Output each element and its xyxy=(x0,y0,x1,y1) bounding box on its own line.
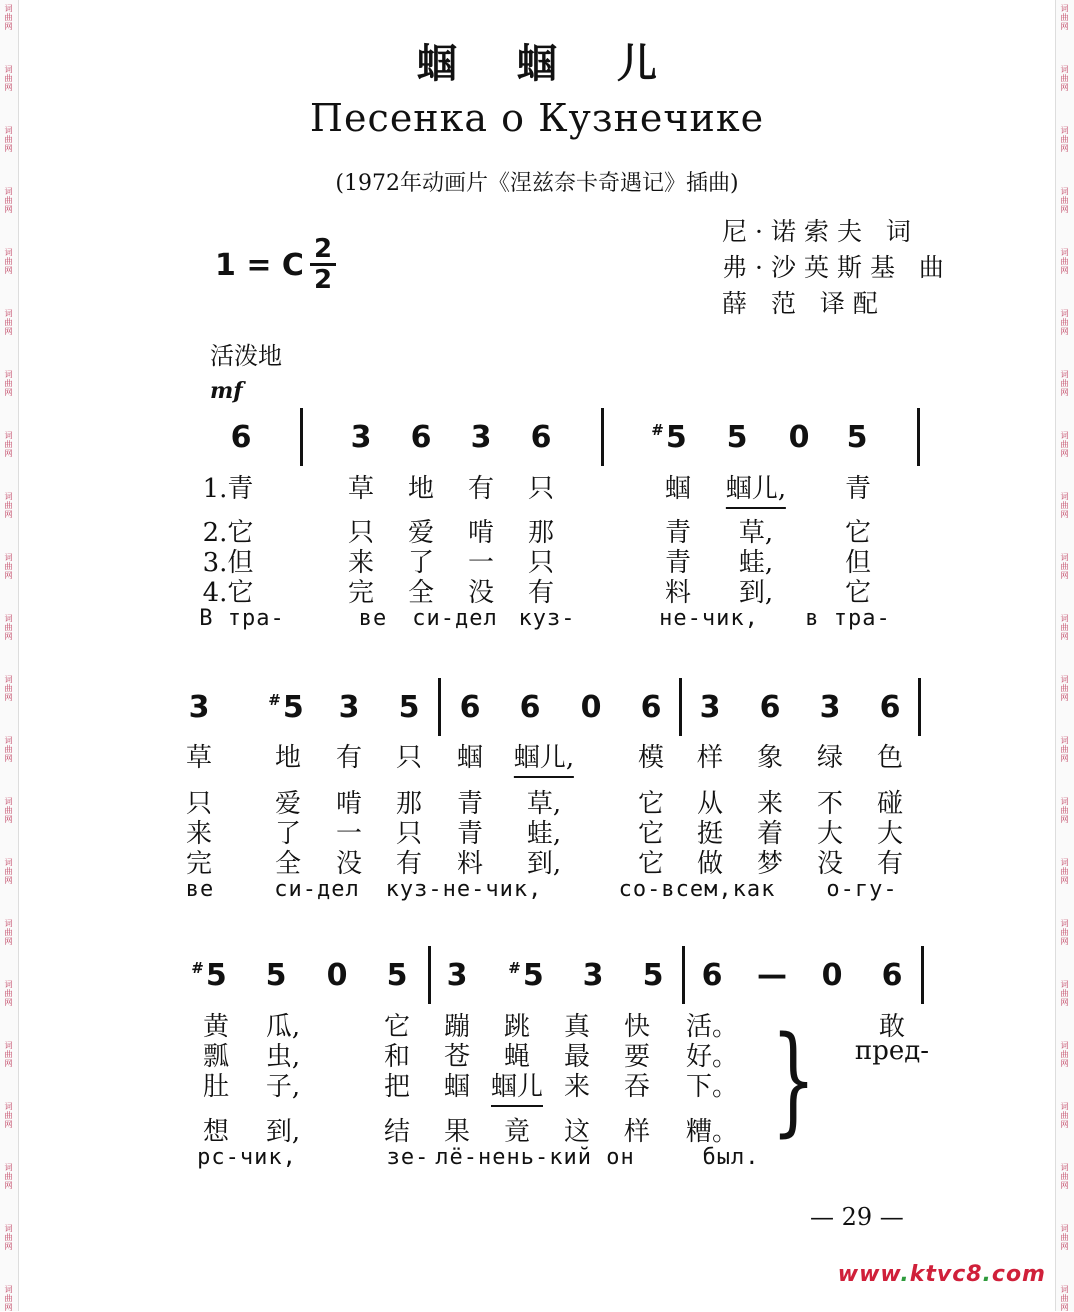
note: 3 xyxy=(699,690,721,725)
note: 6 xyxy=(879,690,901,725)
edge-stamp: 词 曲 网 xyxy=(1060,614,1069,641)
lyric-syllable: 只 xyxy=(395,743,423,773)
russian-lyric: зе- xyxy=(386,1145,430,1170)
lyric-syllable: 模 xyxy=(637,743,665,773)
note: 3 xyxy=(188,690,210,725)
lyric-syllable: 大 xyxy=(876,819,904,849)
lyric-syllable: 但 xyxy=(844,548,872,578)
lyric-syllable: 那 xyxy=(527,518,555,548)
edge-stamp: 词 曲 网 xyxy=(4,675,13,702)
lyric-syllable: 色 xyxy=(876,743,904,773)
edge-stamp: 词 曲 网 xyxy=(4,1163,13,1190)
russian-lyric: лё-нень-кий он xyxy=(435,1145,635,1170)
lyric-syllable: 一 xyxy=(467,548,495,578)
russian-lyric: си-дел xyxy=(274,877,360,902)
song-title-russian: Песенка о Кузнечике xyxy=(309,96,765,140)
note: 0 xyxy=(326,958,348,993)
russian-lyric: рс-чик, xyxy=(197,1145,297,1170)
barline xyxy=(300,408,303,466)
edge-stamp: 词 曲 网 xyxy=(4,919,13,946)
lyric-syllable: 只 xyxy=(395,819,423,849)
lyric-syllable: 它 xyxy=(844,518,872,548)
lyric-syllable: 草 xyxy=(185,743,213,773)
note: 5 xyxy=(265,958,287,993)
edge-stamp: 词 曲 网 xyxy=(1060,187,1069,214)
edge-stamp: 词 曲 网 xyxy=(1060,858,1069,885)
watermark-dot: . xyxy=(982,1262,992,1287)
key-signature: 1 = C xyxy=(215,248,304,283)
lyric-syllable: 来 xyxy=(347,548,375,578)
lyric-syllable: 蝈 xyxy=(443,1072,471,1102)
lyric-syllable: 蝇 xyxy=(503,1042,531,1072)
lyric-syllable: 啃 xyxy=(335,789,363,819)
sharp-icon: # xyxy=(651,421,664,439)
lyric-syllable: 子, xyxy=(265,1072,301,1102)
sharp-icon: # xyxy=(191,959,204,977)
lyric-syllable: 地 xyxy=(407,474,435,504)
lyric-syllable: 着 xyxy=(756,819,784,849)
barline xyxy=(601,408,604,466)
edge-stamp: 词 曲 网 xyxy=(4,1224,13,1251)
lyric-syllable: 它 xyxy=(637,819,665,849)
edge-stamp: 词 曲 网 xyxy=(1060,1102,1069,1129)
note: 6 xyxy=(459,690,481,725)
lyric-syllable: 肚 xyxy=(202,1072,230,1102)
lyric-syllable: 从 xyxy=(696,789,724,819)
note: 6 xyxy=(881,958,903,993)
song-title-chinese: 蝈蝈儿 xyxy=(417,40,717,87)
note: 3 xyxy=(338,690,360,725)
edge-stamp: 词 曲 网 xyxy=(1060,919,1069,946)
edge-stamp: 词 曲 网 xyxy=(4,614,13,641)
credits xyxy=(722,214,952,322)
russian-lyric: куз- xyxy=(518,606,576,631)
note: 6 xyxy=(410,420,432,455)
lyric-syllable: 黄 xyxy=(202,1012,230,1042)
lyric-syllable: 4.它 xyxy=(202,578,254,608)
lyric-syllable: 它 xyxy=(637,849,665,879)
time-signature xyxy=(310,236,336,293)
note: 3 xyxy=(470,420,492,455)
note: 5 xyxy=(726,420,748,455)
note: 0 xyxy=(580,690,602,725)
time-signature-top: 2 xyxy=(313,234,333,264)
note: 3 xyxy=(819,690,841,725)
edge-stamp: 词 曲 网 xyxy=(4,187,13,214)
edge-stamp: 词 曲 网 xyxy=(4,492,13,519)
lyric-syllable: 3.但 xyxy=(202,548,254,578)
watermark xyxy=(838,1262,1046,1287)
lyric-syllable: 不 xyxy=(816,789,844,819)
lyric-syllable: 碰 xyxy=(876,789,904,819)
lyric-syllable: 它 xyxy=(637,789,665,819)
lyric-syllable: 活。 xyxy=(685,1012,739,1042)
barline xyxy=(921,946,924,1004)
lyric-syllable: 做 xyxy=(696,849,724,879)
note: #5 xyxy=(651,420,687,455)
lyric-syllable: 真 xyxy=(563,1012,591,1042)
lyric-syllable: 蛙, xyxy=(526,819,562,849)
lyric-syllable: 结 xyxy=(383,1117,411,1147)
lyric-syllable: 青 xyxy=(664,548,692,578)
note: 5 xyxy=(386,958,408,993)
note: — xyxy=(757,958,787,993)
edge-stamp: 词 曲 网 xyxy=(1060,980,1069,1007)
lyric-syllable: 只 xyxy=(527,548,555,578)
lyric-syllable: 和 xyxy=(383,1042,411,1072)
lyric-syllable: 草, xyxy=(526,789,562,819)
edge-stamp: 词 曲 网 xyxy=(4,65,13,92)
lyric-syllable: 完 xyxy=(185,849,213,879)
page-number: — 29 — xyxy=(810,1203,904,1231)
edge-stamp: 词 曲 网 xyxy=(4,4,13,31)
barline xyxy=(917,408,920,466)
lyric-syllable: 吞 xyxy=(623,1072,651,1102)
russian-lyric: в тра- xyxy=(805,606,891,631)
sharp-icon: # xyxy=(268,691,281,709)
credit-lyricist: 尼·诺索夫 词 xyxy=(722,217,919,246)
lyric-syllable: 来 xyxy=(563,1072,591,1102)
note: 5 xyxy=(846,420,868,455)
lyric-syllable: 1.青 xyxy=(202,474,254,504)
edge-stamp: 词 曲 网 xyxy=(4,248,13,275)
lyric-syllable: 下。 xyxy=(685,1072,739,1102)
lyric-syllable: 没 xyxy=(816,849,844,879)
lyric-syllable: 料 xyxy=(456,849,484,879)
lyric-syllable: 有 xyxy=(335,743,363,773)
lyric-syllable: 只 xyxy=(527,474,555,504)
edge-stamp: 词 曲 网 xyxy=(4,309,13,336)
watermark-dot: . xyxy=(900,1262,910,1287)
edge-stamp: 词 曲 网 xyxy=(1060,675,1069,702)
lyric-syllable: 快 xyxy=(623,1012,651,1042)
barline xyxy=(682,946,685,1004)
lyric-syllable: 来 xyxy=(185,819,213,849)
lyric-syllable: 地 xyxy=(274,743,302,773)
lyric-syllable: 样 xyxy=(696,743,724,773)
note: 6 xyxy=(230,420,252,455)
lyric-syllable: 有 xyxy=(467,474,495,504)
lyric-syllable: 象 xyxy=(756,743,784,773)
edge-stamp: 词 曲 网 xyxy=(4,1102,13,1129)
dynamic-marking: mf xyxy=(210,378,243,404)
note: #5 xyxy=(191,958,227,993)
lyric-syllable: 青 xyxy=(664,518,692,548)
edge-stamp: 词 曲 网 xyxy=(4,553,13,580)
lyric-syllable: 蝈 xyxy=(456,743,484,773)
lyric-syllable: 最 xyxy=(563,1042,591,1072)
russian-lyric: куз-не-чик, xyxy=(385,877,543,902)
watermark-part: ktvc8 xyxy=(909,1262,983,1287)
lyric-syllable: 好。 xyxy=(685,1042,739,1072)
edge-stamp: 词 曲 网 xyxy=(1060,431,1069,458)
watermark-part: www xyxy=(837,1262,901,1287)
lyric-syllable: 竟 xyxy=(503,1117,531,1147)
lyric-syllable: 草 xyxy=(347,474,375,504)
lyric-syllable: 全 xyxy=(274,849,302,879)
lyric-syllable: 完 xyxy=(347,578,375,608)
lyric-syllable: 到, xyxy=(265,1117,301,1147)
note: 3 xyxy=(446,958,468,993)
lyric-syllable: 爱 xyxy=(407,518,435,548)
note: 5 xyxy=(398,690,420,725)
note: 0 xyxy=(821,958,843,993)
lyric-syllable: 蝈 xyxy=(664,474,692,504)
note: 5 xyxy=(642,958,664,993)
note: 6 xyxy=(701,958,723,993)
lyric-syllable: 那 xyxy=(395,789,423,819)
lyric-syllable: 想 xyxy=(202,1117,230,1147)
lyric-syllable: 敢 xyxy=(878,1012,906,1042)
note: 6 xyxy=(519,690,541,725)
edge-stamp: 词 曲 网 xyxy=(4,980,13,1007)
russian-lyric: со-всем,как xyxy=(618,877,776,902)
tempo-marking: 活泼地 xyxy=(210,342,282,370)
lyric-syllable: 啃 xyxy=(467,518,495,548)
lyric-syllable: 有 xyxy=(876,849,904,879)
edge-stamp: 词 曲 网 xyxy=(4,1285,13,1312)
lyric-syllable: 青 xyxy=(456,789,484,819)
lyric-syllable: 只 xyxy=(347,518,375,548)
russian-lyric: В тра- xyxy=(199,606,285,631)
lyric-syllable: 大 xyxy=(816,819,844,849)
edge-stamp: 词 曲 网 xyxy=(1060,370,1069,397)
lyric-syllable: 青 xyxy=(456,819,484,849)
lyric-syllable: 挺 xyxy=(696,819,724,849)
edge-stamp: 词 曲 网 xyxy=(1060,492,1069,519)
lyric-syllable: 2.它 xyxy=(202,518,254,548)
russian-lyric: ве xyxy=(358,606,388,631)
lyric-syllable: 果 xyxy=(443,1117,471,1147)
lyric-syllable: 只 xyxy=(185,789,213,819)
edge-stamp: 词 曲 网 xyxy=(1060,1285,1069,1312)
lyric-syllable: 样 xyxy=(623,1117,651,1147)
edge-stamp: 词 曲 网 xyxy=(1060,797,1069,824)
russian-lyric: си-дел xyxy=(412,606,498,631)
edge-stamp: 词 曲 网 xyxy=(1060,1041,1069,1068)
lyric-syllable: 跳 xyxy=(503,1012,531,1042)
lyric-syllable: 瓜, xyxy=(265,1012,301,1042)
lyric-syllable: 蝈儿, xyxy=(726,468,786,509)
note: 6 xyxy=(640,690,662,725)
edge-stamp: 词 曲 网 xyxy=(1060,309,1069,336)
edge-stamp: 词 曲 网 xyxy=(4,431,13,458)
note: 3 xyxy=(350,420,372,455)
barline xyxy=(918,678,921,736)
edge-stamp: 词 曲 网 xyxy=(4,1041,13,1068)
lyric-syllable: 没 xyxy=(335,849,363,879)
lyric-syllable: 它 xyxy=(844,578,872,608)
time-signature-bottom: 2 xyxy=(313,265,333,295)
lyric-syllable: 到, xyxy=(738,578,774,608)
note: #5 xyxy=(268,690,304,725)
verse-brace-icon: } xyxy=(771,1010,817,1148)
lyric-syllable: 爱 xyxy=(274,789,302,819)
lyric-syllable: 到, xyxy=(526,849,562,879)
note: 6 xyxy=(759,690,781,725)
edge-stamp: 词 曲 网 xyxy=(4,126,13,153)
lyric-syllable: 草, xyxy=(738,518,774,548)
lyric-syllable: 有 xyxy=(395,849,423,879)
lyric-syllable: 全 xyxy=(407,578,435,608)
note: 3 xyxy=(582,958,604,993)
lyric-syllable: 有 xyxy=(527,578,555,608)
lyric-syllable: 一 xyxy=(335,819,363,849)
edge-stamp: 词 曲 网 xyxy=(1060,248,1069,275)
lyric-syllable: 了 xyxy=(274,819,302,849)
lyric-syllable: 没 xyxy=(467,578,495,608)
lyric-syllable: 绿 xyxy=(816,743,844,773)
lyric-syllable: 这 xyxy=(563,1117,591,1147)
lyric-syllable: 青 xyxy=(844,474,872,504)
lyric-syllable: 糟。 xyxy=(685,1117,739,1147)
lyric-syllable: 蝈儿, xyxy=(514,737,574,778)
lyric-syllable: 蛙, xyxy=(738,548,774,578)
edge-stamp: 词 曲 网 xyxy=(4,370,13,397)
lyric-syllable: 了 xyxy=(407,548,435,578)
barline xyxy=(679,678,682,736)
credit-translator: 薛 范 译配 xyxy=(722,289,886,318)
lyric-syllable: 料 xyxy=(664,578,692,608)
credit-composer: 弗·沙英斯基 曲 xyxy=(722,253,952,282)
russian-lyric: был. xyxy=(702,1145,760,1170)
song-subtitle: (1972年动画片《涅兹奈卡奇遇记》插曲) xyxy=(335,171,739,196)
note: #5 xyxy=(508,958,544,993)
edge-stamp: 词 曲 网 xyxy=(1060,553,1069,580)
russian-lyric: ве xyxy=(185,877,215,902)
barline xyxy=(438,678,441,736)
russian-lyric: не-чик, xyxy=(659,606,759,631)
edge-stamp: 词 曲 网 xyxy=(1060,736,1069,763)
lyric-syllable: 蝈儿 xyxy=(491,1066,543,1107)
lyric-syllable: 梦 xyxy=(756,849,784,879)
edge-stamp: 词 曲 网 xyxy=(4,797,13,824)
barline xyxy=(428,946,431,1004)
sharp-icon: # xyxy=(508,959,521,977)
lyric-syllable: пред- xyxy=(854,1036,930,1066)
lyric-syllable: 苍 xyxy=(443,1042,471,1072)
lyric-syllable: 把 xyxy=(383,1072,411,1102)
russian-lyric: о-гу- xyxy=(826,877,898,902)
lyric-syllable: 它 xyxy=(383,1012,411,1042)
edge-stamp: 词 曲 网 xyxy=(4,736,13,763)
lyric-syllable: 来 xyxy=(756,789,784,819)
edge-stamp: 词 曲 网 xyxy=(1060,1163,1069,1190)
edge-stamp: 词 曲 网 xyxy=(1060,126,1069,153)
lyric-syllable: 蹦 xyxy=(443,1012,471,1042)
edge-stamp: 词 曲 网 xyxy=(1060,65,1069,92)
lyric-syllable: 虫, xyxy=(265,1042,301,1072)
edge-stamp: 词 曲 网 xyxy=(4,858,13,885)
watermark-part: com xyxy=(991,1262,1046,1287)
edge-stamp: 词 曲 网 xyxy=(1060,4,1069,31)
note: 0 xyxy=(788,420,810,455)
lyric-syllable: 瓢 xyxy=(202,1042,230,1072)
lyric-syllable: 要 xyxy=(623,1042,651,1072)
edge-stamp: 词 曲 网 xyxy=(1060,1224,1069,1251)
note: 6 xyxy=(530,420,552,455)
